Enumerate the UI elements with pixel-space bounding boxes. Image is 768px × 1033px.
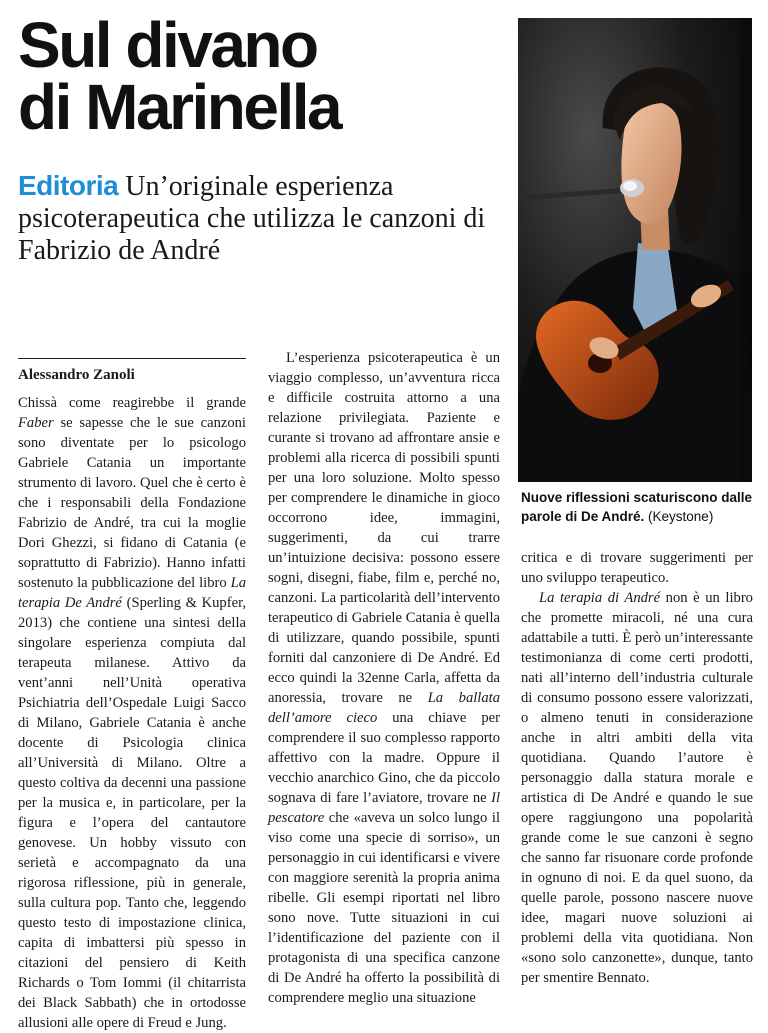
article-paragraph: critica e di trovare suggerimenti per uno sviluppo terapeutico. <box>521 550 753 586</box>
subheadline-text: Un’originale esperienza psicoterapeutica che utilizza le canzoni di Fabrizio de André <box>18 171 486 266</box>
article-text-run: Faber <box>18 415 54 431</box>
headline-line-2: di Marinella <box>18 71 341 143</box>
article-text-run: Il pescatore <box>268 790 500 826</box>
photo-caption-bold: Nuove riflessioni scaturiscono dalle parole di De André. <box>521 490 753 524</box>
article-text-run: (Sperling & Kupfer, 2013) che contiene una sintesi della singolare esperienza compiuta dal terapeuta milanese. Attivo da vent’anni nell’Unità operativa Psichiatria dell’Ospedale Luigi Sacco di Milano, Gabriele Catania è anche docente di Psicologia clinica all’Università di Milano. Oltre a questo coltiva da decenni una passione per la musica e, in particolare, per la figura e l’opera del cantautore genovese. Un hobby vissuto con serietà e accompagnato da una rigorosa riflessione, più in generale, sulla cultura pop. Tanto che, leggendo questo testo di impostazione clinica, capita di imbattersi più spesso in citazioni del pensiero di Keith Richards o Tom Iommi (il chitarrista dei Black Sabbath) che in ortodosse allusioni alle opere di Freud e Jung. <box>18 595 246 1031</box>
article-text-run: La terapia De André <box>18 575 246 611</box>
article-paragraph <box>18 393 246 1033</box>
article-column-2 <box>268 348 500 1008</box>
article-text-run: La terapia di André <box>539 590 661 606</box>
article-column-1 <box>18 358 246 1033</box>
section-kicker: Editoria <box>18 170 119 201</box>
article-text-run: L’esperienza psicoterapeutica è un viaggio complesso, un’avventura ricca e difficile costruita attorno a una relazione privilegiata. Paziente e curante si trovano ad affrontare ansie e problemi alla ricerca di possibili spunti per una loro soluzione. Molto spesso per comprendere le dinamiche in gioco occorrono idee, immagini, suggerimenti, da cui trarre un’intuizione decisiva: possono essere sogni, disegni, fiabe, film e, perché no, canzoni. La particolarità dell’intervento terapeutico di Gabriele Catania è quella di utilizzare, quando possibile, spunti forniti dal canzoniere di De André. Ed ecco quindi la 32enne Carla, affetta da anoressia, trovare ne <box>268 350 500 706</box>
article-text-run: una chiave per comprendere il suo complesso rapporto affettivo con la madre. Oppure il vecchio anarchico Gino, che da piccolo sognava di fare l’aviatore, trovare ne <box>268 710 500 806</box>
article-text-run: se sapesse che le sue canzoni sono diventate per lo psicologo Gabriele Catania un importante strumento di lavoro. Quel che è certo è che i responsabili della Fondazione Fabrizio de André, tra cui la moglie Dori Ghezzi, si fidano di Catania (e soprattutto di Fabrizio). Hanno infatti sostenuto la pubblicazione del libro <box>18 415 246 591</box>
article-text-run: che «aveva un solco lungo il viso come una specie di sorriso», un personaggio in cui identificarsi e vivere con maggiore serenità la propria anima ribelle. Gli esempi riportati nel libro sono nove. Tutte situazioni in cui l’identificazione del paziente con il protagonista di una specifica canzone di De André ha offerto la possibilità di comprendere meglio una situazione <box>268 810 500 1006</box>
photo-caption <box>521 488 753 526</box>
article-column-3 <box>521 548 753 988</box>
headline <box>18 9 498 143</box>
subheadline <box>18 170 498 267</box>
photo-illustration <box>518 18 752 482</box>
author-byline: Alessandro Zanoli <box>18 358 246 385</box>
article-text-run: Chissà come reagirebbe il grande <box>18 395 246 411</box>
article-paragraph <box>521 588 753 988</box>
article-text-run: La ballata dell’amore cieco <box>268 690 500 726</box>
photo-credit: (Keystone) <box>644 509 714 524</box>
article-text-run: non è un libro che promette miracoli, né una cura adattabile a tutti. È però un’interessante testimonianza di come certi prodotti, nati all’interno dell’industria culturale di consumo possono essere valorizzati, o almeno tenuti in considerazione anche in altri ambiti della vita quotidiana. Quando l’autore è personaggio dalla statura morale e artistica di De André e quando le sue opere raggiungono una popolarità grande come le sue canzoni è segno che sanno far risuonare corde profonde in ognuno di noi. E da quel suono, da quelle parole, possono nascere nuove idee, magari nuove soluzioni ai problemi della vita quotidiana. Non «sono solo canzonette», dunque, tanto per smentire Bennato. <box>521 590 753 986</box>
article-paragraph <box>268 348 500 1008</box>
article-photo <box>518 18 752 482</box>
headline-line-1: Sul divano <box>18 9 317 81</box>
